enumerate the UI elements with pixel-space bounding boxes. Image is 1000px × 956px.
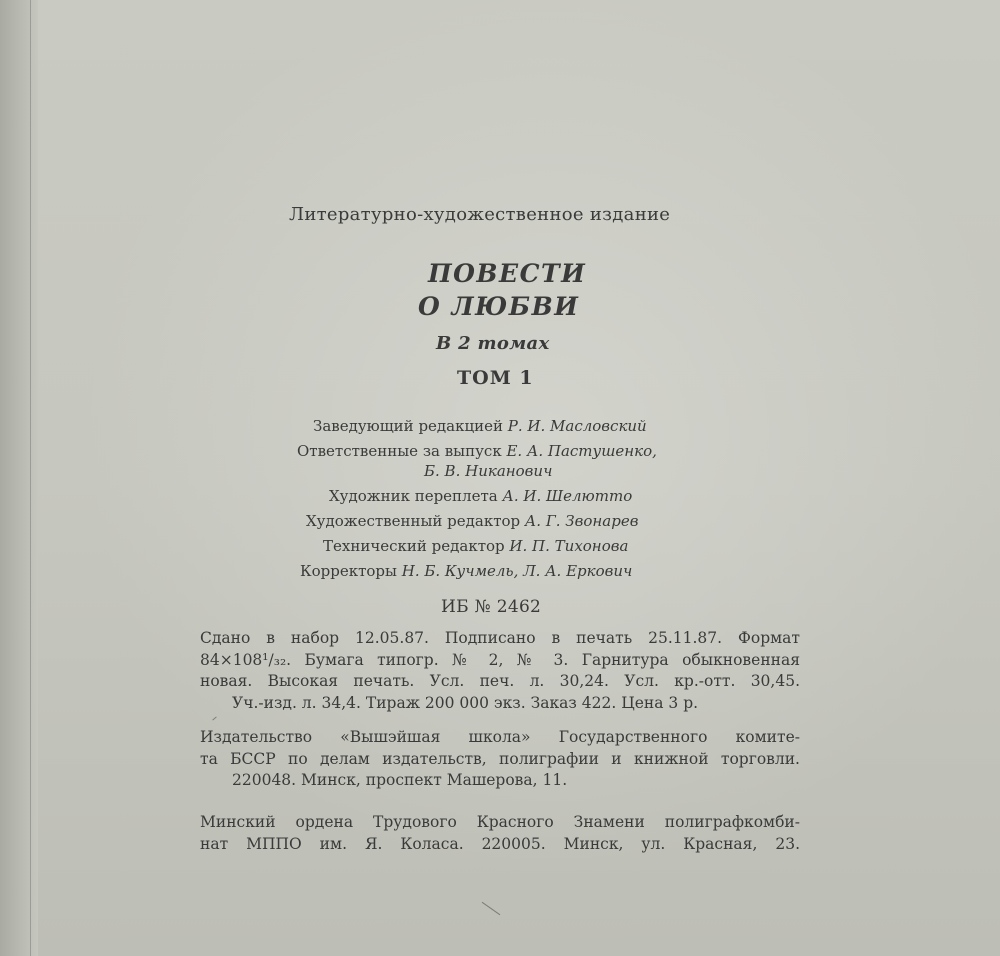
credit-role: Корректоры [300, 562, 397, 580]
volume-number: ТОМ 1 [457, 367, 534, 389]
volume-count: В 2 томах [436, 333, 550, 354]
edition-genre: Литературно-художественное издание [289, 204, 671, 225]
technical-line: Сдано в набор 12.05.87. Подписано в печать 25.11.87. Формат [200, 629, 800, 647]
printer-line: нат МППО им. Я. Коласа. 220005. Минск, ул. Красная, 23. [200, 834, 800, 853]
credit-name: А. Г. Звонарев [524, 512, 639, 530]
gutter-fold-line [30, 0, 31, 956]
technical-imprint [200, 628, 800, 714]
publisher-imprint [200, 727, 800, 792]
technical-line: новая. Высокая печать. Усл. печ. л. 30,24. Усл. кр.-отт. 30,45. [200, 672, 800, 690]
credit-name: Н. Б. Кучмель, Л. А. Еркович [401, 562, 633, 580]
printer-imprint [200, 812, 800, 855]
credit-cover-artist [329, 487, 632, 505]
book-title-line-2: О ЛЮБВИ [418, 292, 580, 321]
credit-role: Ответственные за выпуск [297, 442, 502, 460]
paper-scratch [212, 717, 216, 721]
book-title-line-1: ПОВЕСТИ [428, 259, 587, 288]
credit-technical-editor [323, 537, 628, 555]
publisher-line: та БССР по делам издательств, полиграфии и книжной торговли. [200, 749, 800, 768]
page-gutter [0, 0, 38, 956]
credit-name: И. П. Тихонова [509, 537, 629, 555]
credit-name: Р. И. Масловский [507, 417, 647, 435]
publisher-line: Издательство «Вышэйшая школа» Государственного комите- [200, 728, 800, 746]
credit-role: Художественный редактор [306, 512, 521, 530]
credit-name: Е. А. Пастушенко, [506, 442, 657, 460]
credit-name: А. И. Шелютто [502, 487, 633, 505]
credit-responsible-second [424, 462, 552, 480]
credit-proofreaders [300, 562, 632, 580]
publisher-line: 220048. Минск, проспект Машерова, 11. [232, 771, 568, 789]
credit-art-editor [306, 512, 638, 530]
credit-role: Заведующий редакцией [313, 417, 503, 435]
ib-number: ИБ № 2462 [441, 597, 542, 617]
credit-role: Художник переплета [329, 487, 498, 505]
technical-line: Уч.-изд. л. 34,4. Тираж 200 000 экз. Заказ 422. Цена 3 р. [232, 693, 699, 712]
credit-role: Технический редактор [323, 537, 505, 555]
credit-name: Б. В. Никанович [424, 462, 553, 480]
credit-editor-in-chief [313, 417, 647, 435]
printer-line: Минский ордена Трудового Красного Знамени полиграфкомби- [200, 813, 800, 831]
technical-line: 84×108¹/₃₂. Бумага типогр. № 2, № 3. Гарнитура обыкновенная [200, 650, 800, 669]
credit-responsible [297, 442, 657, 460]
paper-scratch [482, 902, 501, 915]
